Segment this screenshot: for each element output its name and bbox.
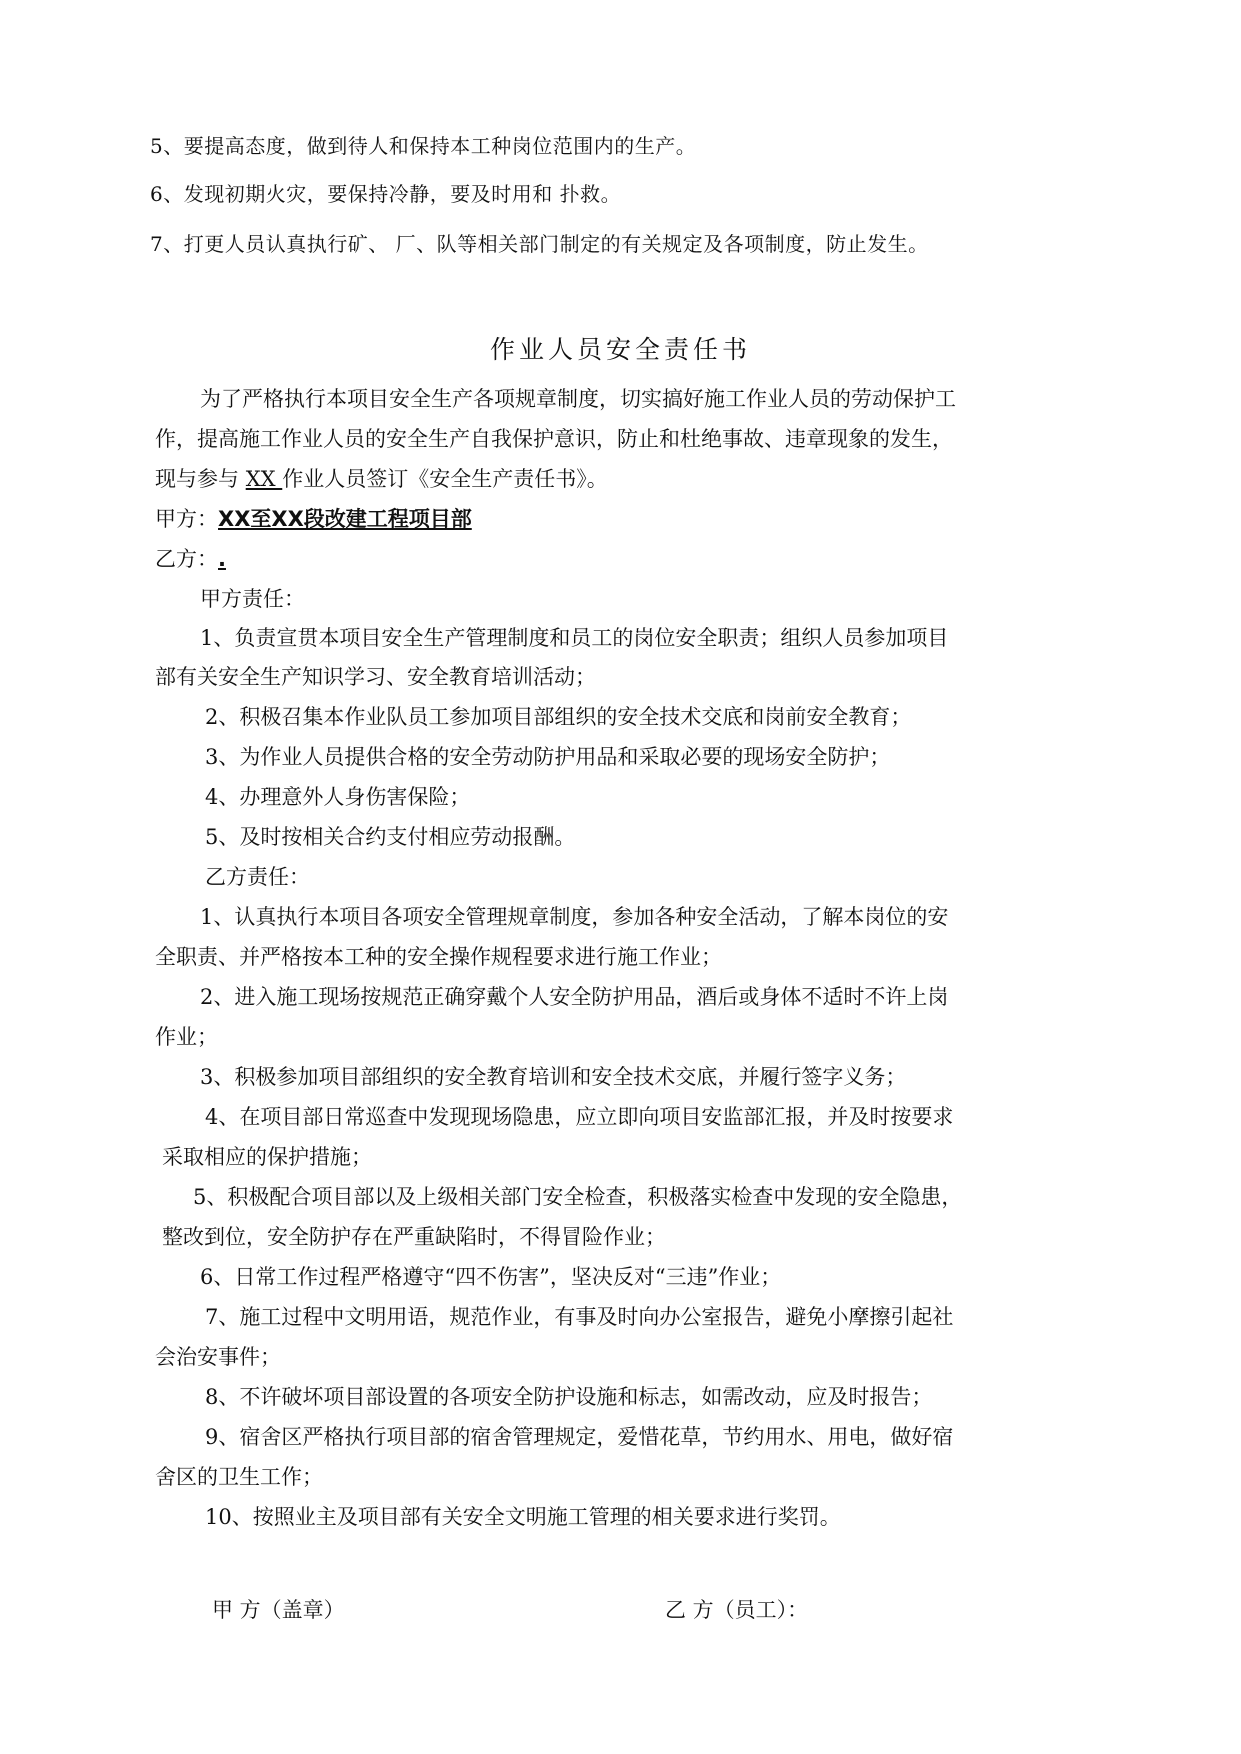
document-title: 作业人员安全责任书 [489, 335, 751, 364]
b-item-7-line-1: 7、施工过程中文明用语，规范作业，有事及时向办公室报告，避免小摩擦引起社 [205, 1305, 954, 1329]
party-a-value: XX至XX段改建工程项目部 [218, 507, 472, 531]
prev-item-7: 7、打更人员认真执行矿、 厂、队等相关部门制定的有关规定及各项制度，防止发生。 [150, 232, 929, 256]
intro-line-1: 为了严格执行本项目安全生产各项规章制度，切实搞好施工作业人员的劳动保护工 [200, 387, 956, 411]
intro-xx: XX [245, 467, 283, 491]
b-item-1-line-2: 全职责、并严格按本工种的安全操作规程要求进行施工作业； [155, 945, 722, 969]
b-heading: 乙方责任： [205, 865, 310, 889]
party-b-label: 乙方： [155, 547, 218, 571]
party-a-label: 甲方： [155, 507, 218, 531]
a-item-1-line-2: 部有关安全生产知识学习、安全教育培训活动； [155, 665, 596, 689]
b-item-1-line-1: 1、认真执行本项目各项安全管理规章制度，参加各种安全活动，了解本岗位的安 [200, 905, 949, 929]
a-item-3: 3、为作业人员提供合格的安全劳动防护用品和采取必要的现场安全防护； [205, 745, 891, 769]
b-item-8: 8、不许破坏项目部设置的各项安全防护设施和标志，如需改动，应及时报告； [205, 1385, 933, 1409]
b-item-7-line-2: 会治安事件； [155, 1345, 281, 1369]
intro-line-3-post: 作业人员签订《安全生产责任书》。 [282, 467, 608, 491]
intro-line-3-pre: 现与参与 [155, 467, 246, 491]
b-item-9-line-1: 9、宿舍区严格执行项目部的宿舍管理规定，爱惜花草，节约用水、用电，做好宿 [205, 1425, 954, 1449]
party-b-line [155, 543, 226, 573]
b-item-2-line-2: 作业； [155, 1025, 218, 1049]
a-item-1-line-1: 1、负责宣贯本项目安全生产管理制度和员工的岗位安全职责；组织人员参加项目 [200, 626, 949, 650]
a-item-5: 5、及时按相关合约支付相应劳动报酬。 [205, 825, 576, 849]
intro-line-3 [155, 463, 608, 493]
b-item-5-line-1: 5、积极配合项目部以及上级相关部门安全检查，积极落实检查中发现的安全隐患， [193, 1185, 963, 1209]
prev-item-6: 6、发现初期火灾，要保持冷静，要及时用和 扑救。 [150, 182, 622, 206]
b-item-2-line-1: 2、进入施工现场按规范正确穿戴个人安全防护用品，酒后或身体不适时不许上岗 [200, 985, 949, 1009]
b-item-4-line-2: 采取相应的保护措施； [162, 1145, 372, 1169]
b-item-9-line-2: 舍区的卫生工作； [155, 1465, 323, 1489]
b-item-10: 10、按照业主及项目部有关安全文明施工管理的相关要求进行奖罚。 [205, 1505, 841, 1529]
a-item-4: 4、办理意外人身伤害保险； [205, 785, 471, 809]
b-item-5-line-2: 整改到位，安全防护存在严重缺陷时，不得冒险作业； [162, 1225, 666, 1249]
a-heading: 甲方责任： [200, 587, 305, 611]
party-a-line [155, 503, 472, 533]
a-item-2: 2、积极召集本作业队员工参加项目部组织的安全技术交底和岗前安全教育； [205, 705, 912, 729]
signature-party-b: 乙 方（员工）： [665, 1598, 809, 1622]
intro-line-2: 作，提高施工作业人员的安全生产自我保护意识，防止和杜绝事故、违章现象的发生， [155, 427, 953, 451]
b-item-6: 6、日常工作过程严格遵守“四不伤害”，坚决反对“三违”作业； [200, 1265, 782, 1289]
prev-item-5: 5、要提高态度，做到待人和保持本工种岗位范围内的生产。 [150, 134, 697, 158]
b-item-4-line-1: 4、在项目部日常巡查中发现现场隐患，应立即向项目安监部汇报，并及时按要求 [205, 1105, 954, 1129]
signature-party-a: 甲 方（盖章） [212, 1598, 345, 1622]
b-item-3: 3、积极参加项目部组织的安全教育培训和安全技术交底，并履行签字义务； [200, 1065, 907, 1089]
party-b-value: . [218, 547, 226, 571]
